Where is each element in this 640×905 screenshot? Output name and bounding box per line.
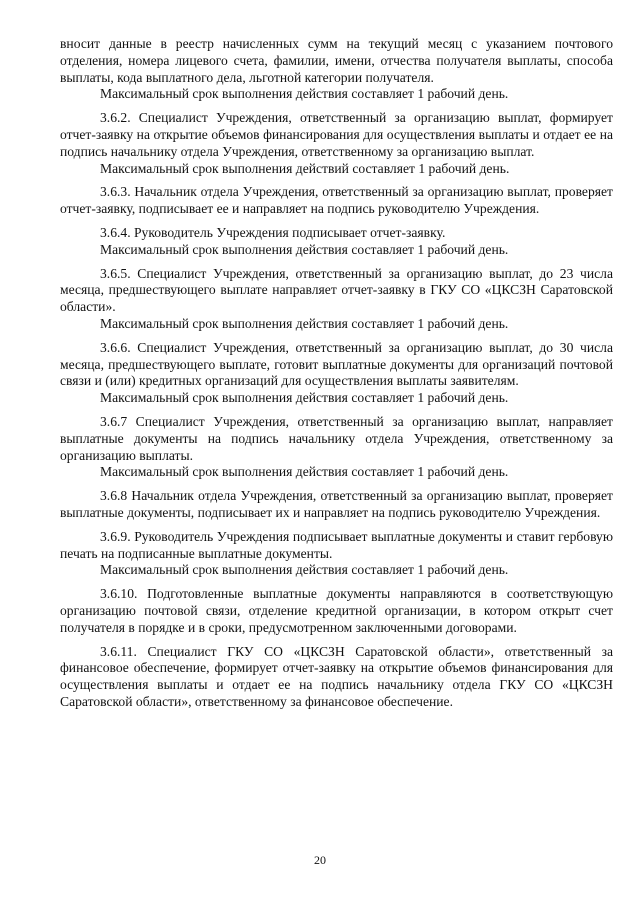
document-body — [60, 36, 613, 711]
paragraph: вносит данные в реестр начисленных сумм на текущий месяц с указанием почтового отделения, номера лицевого счета, фамилии, имени, отчества получателя выплаты, способа выплаты, кода выплатного дела, льготной категории получателя. — [60, 36, 613, 85]
paragraph: 3.6.4. Руководитель Учреждения подписывает отчет-заявку. — [100, 224, 446, 240]
paragraph: Максимальный срок выполнения действия составляет 1 рабочий день. — [100, 562, 509, 578]
paragraph: 3.6.10. Подготовленные выплатные документы направляются в соответствующую организацию почтовой связи, отделение кредитной организации, в котором открыт счет получателя в порядке и в сроки, предусмотренном заключенными договорами. — [60, 586, 613, 635]
paragraph: 3.6.11. Специалист ГКУ СО «ЦКСЗН Саратовской области», ответственный за финансовое обеспечение, формирует отчет-заявку на открытие объемов финансирования для осуществления выплаты и отдает ее на подпись начальнику отдела ГКУ СО «ЦКСЗН Саратовской области», ответственному за финансовое обеспечение. — [60, 643, 613, 709]
paragraph: Максимальный срок выполнения действия составляет 1 рабочий день. — [100, 241, 509, 257]
paragraph: 3.6.7 Специалист Учреждения, ответственный за организацию выплат, направляет выплатные документы на подпись начальнику отдела Учреждения, ответственному за организацию выплаты. — [60, 413, 613, 463]
paragraph: 3.6.5. Специалист Учреждения, ответственный за организацию выплат, до 23 числа месяца, предшествующего выплате направляет отчет-заявку в ГКУ СО «ЦКСЗН Саратовской области». — [60, 265, 613, 315]
paragraph: 3.6.8 Начальник отдела Учреждения, ответственный за организацию выплат, проверяет выплатные документы, подписывает их и направляет на подпись руководителю Учреждения. — [60, 488, 613, 520]
paragraph: 3.6.9. Руководитель Учреждения подписывает выплатные документы и ставит гербовую печать на подписанные выплатные документы. — [60, 528, 613, 561]
paragraph: Максимальный срок выполнения действий составляет 1 рабочий день. — [100, 160, 510, 176]
paragraph: Максимальный срок выполнения действия составляет 1 рабочий день. — [100, 390, 509, 406]
paragraph: 3.6.3. Начальник отдела Учреждения, ответственный за организацию выплат, проверяет отчет-заявку, подписывает ее и направляет на подпись руководителю Учреждения. — [60, 184, 613, 217]
paragraph: Максимальный срок выполнения действия составляет 1 рабочий день. — [100, 315, 509, 331]
paragraph: Максимальный срок выполнения действия составляет 1 рабочий день. — [100, 86, 509, 102]
paragraph: 3.6.2. Специалист Учреждения, ответственный за организацию выплат, формирует отчет-заявку на открытие объемов финансирования для осуществления выплаты и отдает ее на подпись начальнику отдела Учреждения, ответственному за организацию выплат. — [60, 110, 613, 159]
page-number: 20 — [314, 853, 326, 867]
paragraph: Максимальный срок выполнения действия составляет 1 рабочий день. — [100, 464, 509, 480]
paragraph: 3.6.6. Специалист Учреждения, ответственный за организацию выплат, до 30 числа месяца, предшествующего выплате, готовит выплатные документы для организаций почтовой связи и (или) кредитных организаций для осуществления выплаты заявителям. — [60, 339, 613, 389]
